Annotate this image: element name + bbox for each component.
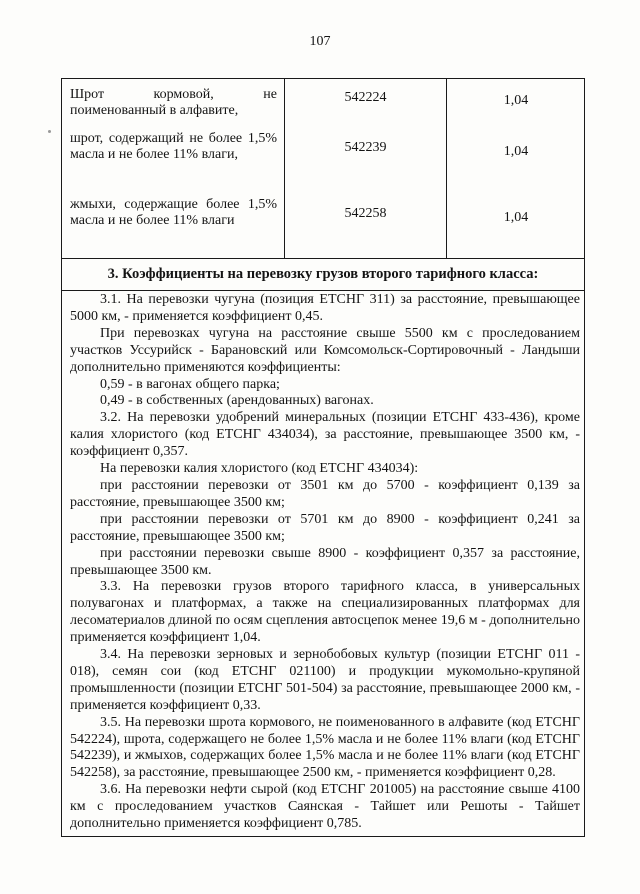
section-title: 3. Коэффициенты на перевозку грузов второго тарифного класса: <box>62 258 584 291</box>
paragraph-3-1: 3.1. На перевозки чугуна (позиция ЕТСНГ 311) за расстояние, превышающее 5000 км, - применяется коэффициент 0,45. <box>70 292 580 324</box>
document-frame <box>61 78 585 837</box>
paragraph-potassium-range-2: при расстоянии перевозки от 5701 км до 8900 - коэффициент 0,241 за расстояние, превышающее 3500 км; <box>70 511 580 544</box>
section-body <box>70 292 580 833</box>
paragraph-3-1-extra: При перевозках чугуна на расстояние свыше 5500 км с проследованием участков Уссурийск - Барановский или Комсомольск-Сортировочный - Ландыши дополнительно применяются коэффициенты: <box>70 325 580 375</box>
paragraph-potassium-range-3: при расстоянии перевозки свыше 8900 - коэффициент 0,357 за расстояние, превышающее 3500 км. <box>70 545 580 578</box>
paragraph-3-5: 3.5. На перевозки шрота кормового, не поименованного в алфавите (код ЕТСНГ 542224), шрота, содержащего не более 1,5% масла и не более 11% влаги (код ЕТСНГ 542239), и жмыхов, содержащих более 1,5% масла и не более 11% влаги (код ЕТСНГ 542258), за расстояние, превышающее 2500 км, - применяется коэффициент 0,28. <box>70 714 580 781</box>
table-cell-coef: 1,04 <box>503 144 529 159</box>
scan-speck <box>48 130 51 133</box>
table-row <box>62 131 584 199</box>
table-cell-code: 542258 <box>284 193 447 258</box>
table-cell-code: 542224 <box>284 79 447 141</box>
paragraph-3-3: 3.3. На перевозки грузов второго тарифного класса, в универсальных полувагонах и платформах, а также на специализированных платформах для лесоматериалов длиной по осям сцепления автосцепок менее 19,6 м - дополнительно применяется коэффициент 1,04. <box>70 579 580 646</box>
paragraph-coef-own-wagons: 0,49 - в собственных (арендованных) вагонах. <box>100 393 374 409</box>
paragraph-coef-general-fleet: 0,59 - в вагонах общего парка; <box>100 376 280 392</box>
table-cell-code: 542239 <box>284 131 447 199</box>
table-row <box>62 193 584 258</box>
paragraph-potassium: На перевозки калия хлористого (код ЕТСНГ 434034): <box>100 461 419 477</box>
paragraph-3-2: 3.2. На перевозки удобрений минеральных (позиции ЕТСНГ 433-436), кроме калия хлористого (код ЕТСНГ 434034), за расстояние, превышающее 3500 км, - коэффициент 0,357. <box>70 410 580 460</box>
paragraph-potassium-range-1: при расстоянии перевозки от 3501 км до 5700 - коэффициент 0,139 за расстояние, превышающее 3500 км; <box>70 477 580 510</box>
table-cell-coef: 1,04 <box>503 93 529 108</box>
page-number: 107 <box>309 34 331 49</box>
paragraph-3-4: 3.4. На перевозки зерновых и зернобобовых культур (позиции ЕТСНГ 011 - 018), семян сои (код ЕТСНГ 021100) и продукции мукомольно-крупяной промышленности (позиции ЕТСНГ 501-504) за расстояние, превышающее 2000 км, - применяется коэффициент 0,33. <box>70 647 580 713</box>
paragraph-3-6: 3.6. На перевозки нефти сырой (код ЕТСНГ 201005) на расстояние свыше 4100 км с проследованием участков Саянская - Тайшет или Решоты - Тайшет дополнительно применяется коэффициент 0,785. <box>70 782 580 832</box>
table-cell-name: Шрот кормовой, не поименованный в алфавите, <box>70 87 277 118</box>
table-cell-coef: 1,04 <box>503 210 529 225</box>
table-cell-name: шрот, содержащий не более 1,5% масла и не более 11% влаги, <box>70 131 277 162</box>
table-cell-name: жмыхи, содержащие более 1,5% масла и не более 11% влаги <box>70 197 277 228</box>
